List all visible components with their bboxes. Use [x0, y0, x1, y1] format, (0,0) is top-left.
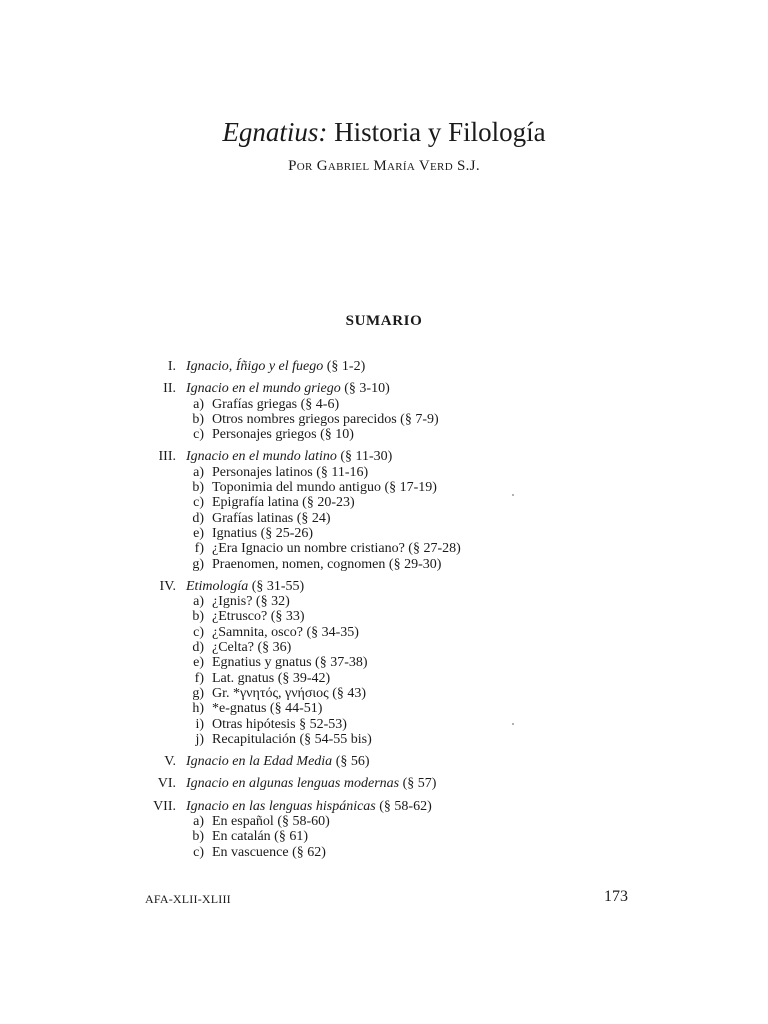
subitem-text: En catalán (§ 61)	[212, 829, 309, 845]
subitem-letter: b)	[192, 829, 204, 845]
subitem-text: Personajes latinos (§ 11-16)	[212, 464, 369, 480]
toc-subitem	[0, 412, 768, 427]
subitem-text: Toponimia del mundo antiguo (§ 17-19)	[212, 480, 437, 496]
subitem-text: ¿Ignis? (§ 32)	[212, 594, 290, 610]
section-title-italic: Ignacio en la Edad Media	[186, 754, 333, 770]
section-title	[186, 754, 370, 769]
subitem-letter: e)	[193, 525, 204, 541]
subitem-text: Egnatius y gnatus (§ 37-38)	[212, 655, 368, 671]
subitem-letter: a)	[193, 594, 204, 610]
subitem-letter: f)	[194, 541, 204, 557]
section-title	[186, 776, 436, 791]
toc-section-heading	[0, 579, 768, 594]
section-title	[186, 799, 432, 814]
toc-subitem	[0, 480, 768, 495]
toc-subitem	[0, 495, 768, 510]
subitem-letter: e)	[193, 655, 204, 671]
toc-subitem	[0, 671, 768, 686]
table-of-contents	[0, 359, 768, 867]
toc-section-heading	[0, 359, 768, 374]
section-title-italic: Ignacio en algunas lenguas modernas	[186, 776, 400, 792]
subitem-text: *e-gnatus (§ 44-51)	[212, 701, 323, 717]
section-title	[186, 449, 392, 464]
subitem-text: ¿Celta? (§ 36)	[212, 640, 292, 656]
subitem-text: Grafías latinas (§ 24)	[212, 510, 331, 526]
toc-section	[0, 381, 768, 442]
section-reference: (§ 57)	[399, 776, 437, 792]
section-title-italic: Ignacio en el mundo latino	[186, 449, 337, 465]
subitem-letter: c)	[193, 427, 204, 443]
subitem-text: ¿Era Ignacio un nombre cristiano? (§ 27-28)	[212, 541, 461, 557]
subitem-text: Epigrafía latina (§ 20-23)	[212, 495, 355, 511]
toc-section-heading	[0, 799, 768, 814]
section-number: I.	[167, 359, 176, 374]
toc-section	[0, 359, 768, 374]
subitem-text: Praenomen, nomen, cognomen (§ 29-30)	[212, 556, 442, 572]
toc-subitem	[0, 732, 768, 747]
title-rest: Historia y Filología	[327, 117, 546, 147]
toc-section-heading	[0, 754, 768, 769]
subitem-letter: b)	[192, 411, 204, 427]
title-italic: Egnatius:	[222, 117, 328, 147]
toc-subitem	[0, 557, 768, 572]
subitem-letter: c)	[193, 495, 204, 511]
subitem-letter: i)	[195, 716, 204, 732]
section-title	[186, 381, 390, 396]
subitem-text: Ignatius (§ 25-26)	[212, 525, 314, 541]
toc-section	[0, 579, 768, 747]
section-reference: (§ 58-62)	[375, 798, 432, 814]
toc-subitem	[0, 465, 768, 480]
subitem-letter: c)	[193, 624, 204, 640]
toc-section	[0, 776, 768, 791]
subitem-text: ¿Etrusco? (§ 33)	[212, 609, 305, 625]
section-title-italic: Etimología	[186, 578, 249, 594]
toc-subitem	[0, 640, 768, 655]
toc-subitem	[0, 625, 768, 640]
subitem-text: Gr. *γνητός, γνήσιος (§ 43)	[212, 685, 367, 701]
subitem-text: Otros nombres griegos parecidos (§ 7-9)	[212, 411, 439, 427]
subitem-text: Otras hipótesis § 52-53)	[212, 716, 347, 732]
subitem-letter: h)	[192, 701, 204, 717]
toc-section	[0, 449, 768, 571]
scan-speck	[512, 723, 514, 725]
toc-section	[0, 754, 768, 769]
toc-section	[0, 799, 768, 860]
section-number: III.	[158, 449, 176, 465]
subitem-letter: a)	[193, 464, 204, 480]
toc-subitem	[0, 526, 768, 541]
author-line: Por Gabriel María Verd S.J.	[288, 158, 480, 174]
toc-subitem	[0, 541, 768, 556]
section-title-italic: Ignacio en las lenguas hispánicas	[186, 798, 376, 814]
subitem-letter: a)	[193, 396, 204, 412]
toc-section-heading	[0, 449, 768, 464]
toc-subitem	[0, 427, 768, 442]
toc-subitem	[0, 397, 768, 412]
section-number: V.	[164, 754, 176, 770]
section-title-italic: Ignacio, Íñigo y el fuego	[186, 359, 324, 374]
toc-section-heading	[0, 776, 768, 791]
subitem-letter: b)	[192, 609, 204, 625]
section-number: IV.	[159, 578, 176, 594]
toc-subitem	[0, 701, 768, 716]
toc-subitem	[0, 594, 768, 609]
subitem-text: Personajes griegos (§ 10)	[212, 427, 354, 443]
scan-speck	[512, 494, 514, 496]
subitem-letter: c)	[193, 844, 204, 860]
toc-section-heading	[0, 381, 768, 396]
toc-subitem	[0, 511, 768, 526]
subitem-letter: b)	[192, 480, 204, 496]
subitem-letter: g)	[192, 556, 204, 572]
toc-subitem	[0, 655, 768, 670]
section-reference: (§ 1-2)	[323, 359, 366, 374]
toc-subitem	[0, 845, 768, 860]
subitem-letter: f)	[194, 670, 204, 686]
subitem-letter: d)	[192, 510, 204, 526]
section-reference: (§ 11-30)	[336, 449, 393, 465]
subitem-text: ¿Samnita, osco? (§ 34-35)	[212, 624, 359, 640]
page-number: 173	[604, 888, 628, 905]
toc-subitem	[0, 814, 768, 829]
subitem-text: En español (§ 58-60)	[212, 814, 330, 830]
subitem-letter: j)	[195, 731, 204, 747]
article-title	[0, 115, 768, 149]
section-number: II.	[163, 381, 176, 397]
summary-heading: SUMARIO	[345, 313, 423, 329]
section-title	[186, 579, 304, 594]
subitem-letter: d)	[192, 640, 204, 656]
section-title	[186, 359, 365, 374]
section-number: VI.	[157, 776, 176, 792]
subitem-text: Grafías griegas (§ 4-6)	[212, 396, 340, 412]
section-title-italic: Ignacio en el mundo griego	[186, 381, 341, 397]
subitem-letter: g)	[192, 685, 204, 701]
subitem-text: En vascuence (§ 62)	[212, 844, 326, 860]
subitem-text: Recapitulación (§ 54-55 bis)	[212, 731, 372, 747]
journal-reference: AFA-XLII-XLIII	[145, 892, 231, 906]
toc-subitem	[0, 686, 768, 701]
toc-subitem	[0, 829, 768, 844]
section-number: VII.	[153, 798, 176, 814]
section-reference: (§ 56)	[332, 754, 370, 770]
subitem-text: Lat. gnatus (§ 39-42)	[212, 670, 331, 686]
section-reference: (§ 31-55)	[248, 578, 305, 594]
toc-subitem	[0, 609, 768, 624]
toc-subitem	[0, 717, 768, 732]
subitem-letter: a)	[193, 814, 204, 830]
section-reference: (§ 3-10)	[340, 381, 390, 397]
